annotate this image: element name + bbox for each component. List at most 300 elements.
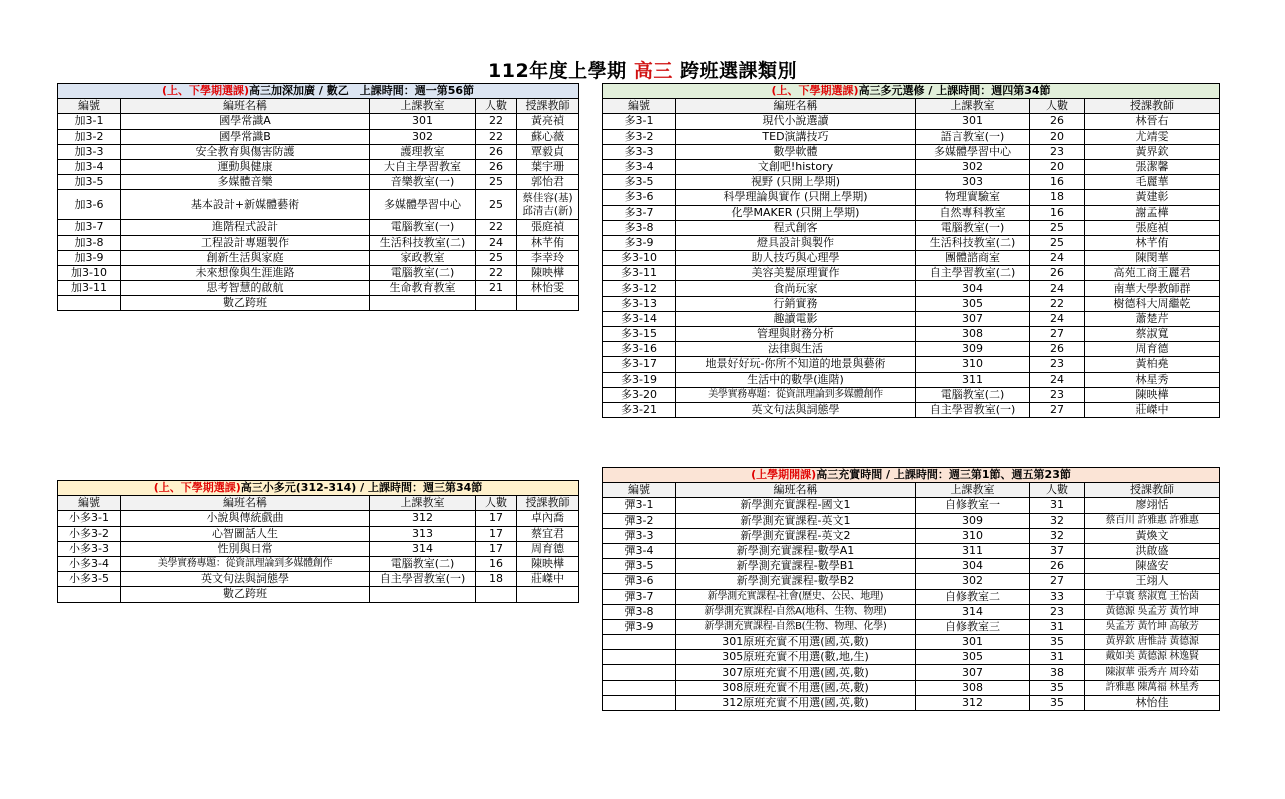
table-cell: 林星秀 (1085, 372, 1220, 387)
table-cell (603, 680, 676, 695)
table-cell: 32 (1030, 513, 1085, 528)
table-cell: 305 (916, 650, 1030, 665)
table-cell: 廖翊恬 (1085, 498, 1220, 513)
table-row (603, 266, 1220, 281)
table-cell: 程式創客 (676, 220, 916, 235)
table-cell: 謝孟樺 (1085, 205, 1220, 220)
header-row (603, 99, 1220, 114)
table-cell: 304 (916, 281, 1030, 296)
table-cell: 黃亮禎 (517, 114, 579, 129)
table-cell: 17 (476, 526, 517, 541)
table-cell: 26 (476, 144, 517, 159)
table-cell: 18 (1030, 190, 1085, 205)
table-cell: 多3-10 (603, 251, 676, 266)
table-cell: 美學實務專題：從資訊理論到多媒體創作 (676, 387, 916, 402)
table-row (603, 311, 1220, 326)
table-cell: 自主學習教室(一) (370, 572, 476, 587)
table-cell: 自修教室三 (916, 619, 1030, 634)
table-cell: 35 (1030, 680, 1085, 695)
table-cell: 加3-2 (58, 129, 121, 144)
table-cell: 17 (476, 511, 517, 526)
table-cell (370, 296, 476, 311)
table-cell: 進階程式設計 (121, 220, 370, 235)
header-row (58, 99, 579, 114)
table-cell: 多3-2 (603, 129, 676, 144)
table-cell: 張庭禎 (517, 220, 579, 235)
table-cell: 24 (1030, 311, 1085, 326)
table-cell: 多媒體學習中心 (916, 144, 1030, 159)
table-cell: 22 (476, 129, 517, 144)
table-cell: 自主學習教室(二) (916, 266, 1030, 281)
table-cell: 蕭楚芹 (1085, 311, 1220, 326)
table-cell: 31 (1030, 498, 1085, 513)
table-cell: 黃煥文 (1085, 528, 1220, 543)
title-prefix: 112年度上學期 (488, 60, 627, 82)
table-cell: 大自主學習教室 (370, 159, 476, 174)
table-cell: 25 (476, 250, 517, 265)
table-cell: 26 (1030, 266, 1085, 281)
table-cell: 林怡佳 (1085, 695, 1220, 710)
table-cell: 思考智慧的啟航 (121, 281, 370, 296)
table-row (603, 695, 1220, 710)
table-small-electives (57, 480, 579, 603)
table-cell: 305 (916, 296, 1030, 311)
table-cell: 加3-8 (58, 235, 121, 250)
table-cell: 新學測充實課程-英文1 (676, 513, 916, 528)
table-cell: 助人技巧與心理學 (676, 251, 916, 266)
table-cell (603, 665, 676, 680)
table-row (603, 574, 1220, 589)
table-cell: 未來想像與生涯進路 (121, 265, 370, 280)
table-cell: 303 (916, 175, 1030, 190)
table-cell: 視野 (只開上學期) (676, 175, 916, 190)
table-cell: 加3-10 (58, 265, 121, 280)
table-cell: 313 (370, 526, 476, 541)
table-cell: 多3-8 (603, 220, 676, 235)
table-cell: 語言教室(一) (916, 129, 1030, 144)
table-row (603, 589, 1220, 604)
column-header: 編班名稱 (676, 483, 916, 498)
table-cell: 25 (1030, 235, 1085, 250)
table-cell: 現代小說選讀 (676, 114, 916, 129)
table-cell (58, 587, 121, 602)
table-cell: 彈3-7 (603, 589, 676, 604)
table-caption (603, 468, 1220, 483)
table-cell: 數學軟體 (676, 144, 916, 159)
table-cell: 蘇心薇 (517, 129, 579, 144)
table-row (603, 635, 1220, 650)
table-cell: 20 (1030, 129, 1085, 144)
table-cell: 多3-5 (603, 175, 676, 190)
table-cell: 英文句法與詞態學 (121, 572, 370, 587)
table-cell: 科學理論與實作 (只開上學期) (676, 190, 916, 205)
table-cell: 18 (476, 572, 517, 587)
table-cell: 管理與財務分析 (676, 327, 916, 342)
table-cell: TED演講技巧 (676, 129, 916, 144)
page-title (0, 56, 1285, 83)
column-header: 上課教室 (370, 99, 476, 114)
table-cell: 化學MAKER (只開上學期) (676, 205, 916, 220)
caption-semester: (上、下學期選課) (161, 84, 250, 98)
table-cell: 生活科技教室(二) (916, 235, 1030, 250)
table-cell: 王翊人 (1085, 574, 1220, 589)
table-row (58, 144, 579, 159)
table-row (603, 327, 1220, 342)
column-header: 授課教師 (517, 99, 579, 114)
table-cell: 22 (1030, 296, 1085, 311)
table-cell: 毛麗華 (1085, 175, 1220, 190)
table-cell: 多3-19 (603, 372, 676, 387)
table-cell: 莊嵥中 (1085, 402, 1220, 417)
table-row (58, 129, 579, 144)
table-cell: 陳映樺 (1085, 387, 1220, 402)
table-row (603, 159, 1220, 174)
caption-text: 高三加深加廣 / 數乙 上課時間：週一第56節 (249, 84, 475, 98)
table-cell (517, 587, 579, 602)
table-cell: 302 (916, 574, 1030, 589)
column-header: 上課教室 (916, 483, 1030, 498)
table-cell: 26 (1030, 114, 1085, 129)
table-cell: 林芊侑 (517, 235, 579, 250)
table-cell: 多3-16 (603, 342, 676, 357)
table-cell: 陳閔華 (1085, 251, 1220, 266)
table-cell: 16 (1030, 175, 1085, 190)
caption-semester: (上、下學期選課) (771, 84, 859, 98)
teacher-line: 邱清吉(新) (522, 204, 573, 217)
table-row (603, 604, 1220, 619)
table-cell: 16 (1030, 205, 1085, 220)
table-cell: 張庭禎 (1085, 220, 1220, 235)
table-cell: 電腦教室(一) (916, 220, 1030, 235)
table-cell: 22 (476, 265, 517, 280)
table-cell: 新學測充實課程-數學B1 (676, 559, 916, 574)
column-header: 編號 (603, 483, 676, 498)
table-cell: 24 (1030, 372, 1085, 387)
table-cell: 美學實務專題：從資訊理論到多媒體創作 (121, 556, 370, 571)
table-row (603, 296, 1220, 311)
table-cell: 312 (916, 695, 1030, 710)
table-cell: 團體諮商室 (916, 251, 1030, 266)
column-header: 編號 (58, 496, 121, 511)
table-row (58, 296, 579, 311)
column-header: 人數 (476, 99, 517, 114)
table-cell: 312 (370, 511, 476, 526)
table-flex-time (602, 467, 1220, 711)
table-row (603, 498, 1220, 513)
table-cell: 周育德 (517, 541, 579, 556)
table-cell: 陳淑華 張秀卉 周玲茹 (1085, 665, 1220, 680)
table-cell: 多3-13 (603, 296, 676, 311)
table-cell: 新學測充實課程-國文1 (676, 498, 916, 513)
table-row (58, 556, 579, 571)
table-cell: 彈3-2 (603, 513, 676, 528)
title-suffix: 跨班選課類別 (679, 60, 797, 82)
table-cell: 38 (1030, 665, 1085, 680)
table-cell: 22 (476, 220, 517, 235)
table-cell: 葉宇珊 (517, 159, 579, 174)
table-cell: 郭怡君 (517, 175, 579, 190)
table-cell: 多3-1 (603, 114, 676, 129)
table-cell: 多3-14 (603, 311, 676, 326)
table-cell: 蔡淑寬 (1085, 327, 1220, 342)
table-cell: 基本設計+新媒體藝術 (121, 190, 370, 220)
table-cell: 美容美髮原理實作 (676, 266, 916, 281)
table-cell: 黃界欽 (1085, 144, 1220, 159)
table-cell: 311 (916, 372, 1030, 387)
column-header: 授課教師 (1085, 99, 1220, 114)
table-cell: 自修教室二 (916, 589, 1030, 604)
table-cell: 黃界欽 唐惟詩 黃德源 (1085, 635, 1220, 650)
column-header: 編班名稱 (121, 99, 370, 114)
table-row (603, 114, 1220, 129)
table-cell: 多3-7 (603, 205, 676, 220)
table-cell: 31 (1030, 650, 1085, 665)
table-cell: 309 (916, 513, 1030, 528)
table-cell: 301原班充實不用選(國,英,數) (676, 635, 916, 650)
table-cell: 新學測充實課程-數學A1 (676, 543, 916, 558)
table-row (58, 159, 579, 174)
table-cell: 自然專科教室 (916, 205, 1030, 220)
table-cell: 307 (916, 665, 1030, 680)
table-cell: 黃柏堯 (1085, 357, 1220, 372)
column-header: 編班名稱 (121, 496, 370, 511)
table-row (603, 235, 1220, 250)
table-row (58, 190, 579, 220)
caption-text: 高三多元選修 / 上課時間：週四第34節 (858, 84, 1051, 98)
table-cell: 17 (476, 541, 517, 556)
table-cell: 小說與傳統戲曲 (121, 511, 370, 526)
table-cell: 23 (1030, 144, 1085, 159)
caption-text: 高三充實時間 / 上課時間：週三第1節、週五第23節 (816, 468, 1071, 482)
table-row (603, 251, 1220, 266)
table-row (603, 357, 1220, 372)
table-cell: 自修教室一 (916, 498, 1030, 513)
table-cell: 趣讀電影 (676, 311, 916, 326)
table-row (603, 220, 1220, 235)
table-cell (476, 296, 517, 311)
table-cell: 多3-11 (603, 266, 676, 281)
table-cell: 307原班充實不用選(國,英,數) (676, 665, 916, 680)
table-cell: 23 (1030, 357, 1085, 372)
table-cell: 李幸玲 (517, 250, 579, 265)
table-cell: 302 (916, 159, 1030, 174)
table-cell: 食尚玩家 (676, 281, 916, 296)
table-cell: 樹德科大周繼乾 (1085, 296, 1220, 311)
table-cell: 311 (916, 543, 1030, 558)
table-cell: 陳映樺 (517, 556, 579, 571)
table-cell: 新學測充實課程-英文2 (676, 528, 916, 543)
table-cell: 新學測充實課程-自然A(地科、生物、物理) (676, 604, 916, 619)
table-cell: 數乙跨班 (121, 587, 370, 602)
table-cell: 蔡百川 許雅惠 許雅惠 (1085, 513, 1220, 528)
table-row (58, 572, 579, 587)
table-row (58, 220, 579, 235)
table-row (603, 387, 1220, 402)
column-header: 人數 (1030, 483, 1085, 498)
table-cell: 加3-3 (58, 144, 121, 159)
table-cell: 覃毅貞 (517, 144, 579, 159)
table-cell: 310 (916, 357, 1030, 372)
table-cell: 彈3-5 (603, 559, 676, 574)
table-row (58, 265, 579, 280)
table-cell: 21 (476, 281, 517, 296)
table-cell: 33 (1030, 589, 1085, 604)
table-cell: 燈具設計與製作 (676, 235, 916, 250)
table-row (58, 541, 579, 556)
table-cell: 小多3-4 (58, 556, 121, 571)
table-cell: 戴如美 黃德源 林逸賢 (1085, 650, 1220, 665)
table-cell: 性別與日常 (121, 541, 370, 556)
table-cell: 運動與健康 (121, 159, 370, 174)
table-cell: 國學常識B (121, 129, 370, 144)
table-cell: 多3-6 (603, 190, 676, 205)
table-cell: 310 (916, 528, 1030, 543)
table-cell: 彈3-4 (603, 543, 676, 558)
table-cell: 多媒體學習中心 (370, 190, 476, 220)
table-caption (58, 84, 579, 99)
table-row (603, 559, 1220, 574)
table-cell: 312原班充實不用選(國,英,數) (676, 695, 916, 710)
table-cell: 陳映樺 (517, 265, 579, 280)
table-cell: 家政教室 (370, 250, 476, 265)
table-cell: 林怡雯 (517, 281, 579, 296)
table-cell: 27 (1030, 402, 1085, 417)
table-cell: 多3-15 (603, 327, 676, 342)
table-cell: 創新生活與家庭 (121, 250, 370, 265)
table-cell: 加3-6 (58, 190, 121, 220)
table-cell: 多3-4 (603, 159, 676, 174)
table-cell: 卓內喬 (517, 511, 579, 526)
table-cell (370, 587, 476, 602)
table-cell: 多3-17 (603, 357, 676, 372)
table-cell: 新學測充實課程-自然B(生物、物理、化學) (676, 619, 916, 634)
table-cell: 數乙跨班 (121, 296, 370, 311)
table-cell: 小多3-2 (58, 526, 121, 541)
table-cell: 26 (1030, 342, 1085, 357)
table-cell: 彈3-9 (603, 619, 676, 634)
table-row (603, 129, 1220, 144)
table-cell: 文創吧!history (676, 159, 916, 174)
table-cell: 張潔馨 (1085, 159, 1220, 174)
table-cell: 25 (1030, 220, 1085, 235)
table-cell: 莊嵥中 (517, 572, 579, 587)
table-cell: 黃德源 吳孟芳 黃竹坤 (1085, 604, 1220, 619)
column-header: 授課教師 (1085, 483, 1220, 498)
table-row (58, 175, 579, 190)
table-cell: 黃建彰 (1085, 190, 1220, 205)
header-row (603, 483, 1220, 498)
table-cell: 電腦教室(二) (370, 265, 476, 280)
table-cell: 國學常識A (121, 114, 370, 129)
table-row (58, 235, 579, 250)
table-cell: 24 (1030, 281, 1085, 296)
table-cell: 25 (476, 190, 517, 220)
table-cell: 多3-9 (603, 235, 676, 250)
table-cell: 新學測充實課程-數學B2 (676, 574, 916, 589)
table-cell (517, 296, 579, 311)
table-row (603, 543, 1220, 558)
table-cell: 林芊侑 (1085, 235, 1220, 250)
caption-row (58, 481, 579, 496)
table-cell: 25 (476, 175, 517, 190)
table-cell: 物理實驗室 (916, 190, 1030, 205)
caption-semester: (上學期開課) (751, 468, 817, 482)
table-cell: 彈3-6 (603, 574, 676, 589)
table-cell: 308 (916, 327, 1030, 342)
table-cell (603, 650, 676, 665)
table-cell: 多3-21 (603, 402, 676, 417)
table-cell: 英文句法與詞態學 (676, 402, 916, 417)
table-cell: 生活科技教室(二) (370, 235, 476, 250)
table-cell: 20 (1030, 159, 1085, 174)
column-header: 編號 (58, 99, 121, 114)
table-cell: 行銷實務 (676, 296, 916, 311)
table-cell: 安全教育與傷害防護 (121, 144, 370, 159)
table-cell: 27 (1030, 574, 1085, 589)
table-row (603, 528, 1220, 543)
table-cell: 林晉右 (1085, 114, 1220, 129)
caption-row (603, 468, 1220, 483)
table-cell: 307 (916, 311, 1030, 326)
caption-semester: (上、下學期選課) (153, 481, 241, 495)
column-header: 編號 (603, 99, 676, 114)
table-cell: 加3-11 (58, 281, 121, 296)
table-cell: 周育德 (1085, 342, 1220, 357)
table-cell: 彈3-3 (603, 528, 676, 543)
table-row (58, 281, 579, 296)
table-cell: 加3-9 (58, 250, 121, 265)
table-cell: 南華大學教師群 (1085, 281, 1220, 296)
table-cell: 小多3-1 (58, 511, 121, 526)
table-cell: 小多3-3 (58, 541, 121, 556)
table-cell: 302 (370, 129, 476, 144)
table-cell: 23 (1030, 604, 1085, 619)
column-header: 人數 (1030, 99, 1085, 114)
table-cell: 高苑工商王麗君 (1085, 266, 1220, 281)
table-cell: 加3-1 (58, 114, 121, 129)
table-cell: 工程設計專題製作 (121, 235, 370, 250)
table-cell: 23 (1030, 387, 1085, 402)
table-row (58, 526, 579, 541)
column-header: 授課教師 (517, 496, 579, 511)
table-cell: 37 (1030, 543, 1085, 558)
table-cell: 加3-4 (58, 159, 121, 174)
table-row (603, 342, 1220, 357)
caption-row (603, 84, 1220, 99)
teacher-line: 蔡佳容(基) (522, 191, 573, 204)
table-row (603, 665, 1220, 680)
table-cell: 小多3-5 (58, 572, 121, 587)
column-header: 上課教室 (916, 99, 1030, 114)
table-row (603, 680, 1220, 695)
table-cell (603, 635, 676, 650)
table-cell: 尤靖雯 (1085, 129, 1220, 144)
table-row (603, 190, 1220, 205)
table-cell (517, 190, 579, 220)
table-cell: 308 (916, 680, 1030, 695)
table-cell: 新學測充實課程-社會(歷史、公民、地理) (676, 589, 916, 604)
table-cell: 護理教室 (370, 144, 476, 159)
table-caption (603, 84, 1220, 99)
table-cell: 24 (476, 235, 517, 250)
table-cell: 301 (916, 635, 1030, 650)
table-row (58, 511, 579, 526)
table-multi-electives (602, 83, 1220, 418)
table-row (603, 281, 1220, 296)
table-cell: 許雅惠 陳萬福 林星秀 (1085, 680, 1220, 695)
table-cell: 301 (916, 114, 1030, 129)
table-row (603, 205, 1220, 220)
